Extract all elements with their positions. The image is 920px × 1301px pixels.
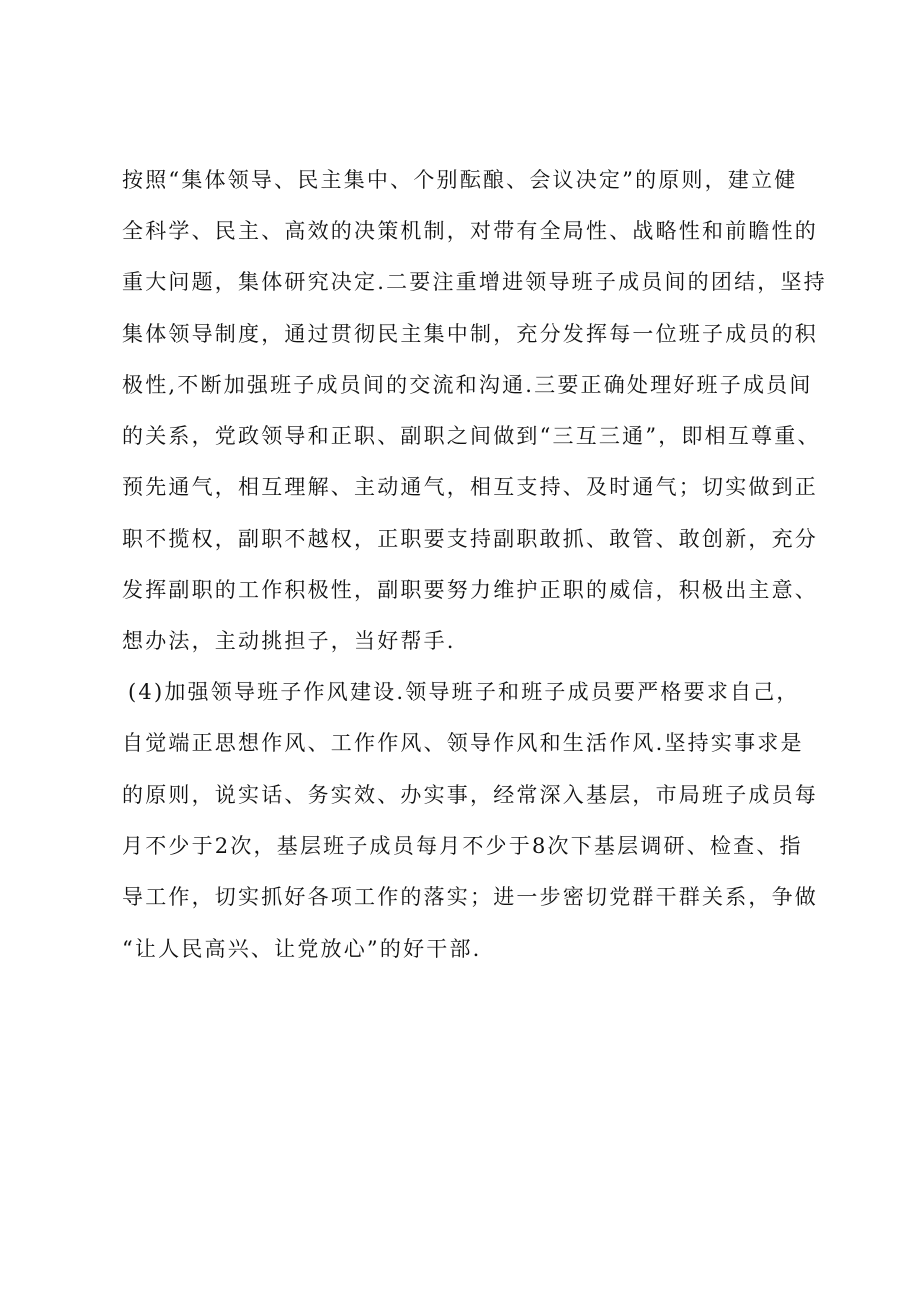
- section-heading: (4)加强领导班子作风建设.领导班子和班子成员要严格要求自己，: [128, 680, 800, 704]
- text-line: 发挥副职的工作积极性，副职要努力维护正职的威信，积极出主意、: [122, 578, 818, 602]
- text-line: 集体领导制度，通过贯彻民主集中制，充分发挥每一位班子成员的积: [122, 322, 818, 346]
- text-line: 按照“集体领导、民主集中、个别酝酿、会议决定”的原则，建立健: [122, 168, 798, 192]
- text-line: 想办法，主动挑担子，当好帮手.: [122, 629, 456, 653]
- text-line: “让人民高兴、让党放心”的好干部.: [122, 937, 482, 961]
- text-line: 的关系，党政领导和正职、副职之间做到“三互三通”，即相互尊重、: [122, 424, 821, 448]
- text-line: 职不揽权，副职不越权，正职要支持副职敢抓、敢管、敢创新，充分: [122, 527, 818, 551]
- text-line: 极性,不断加强班子成员间的交流和沟通.三要正确处理好班子成员间: [122, 373, 813, 397]
- text-line: 重大问题，集体研究决定.二要注重增进领导班子成员间的团结，坚持: [122, 270, 827, 294]
- text-line: 预先通气，相互理解、主动通气，相互支持、及时通气；切实做到正: [122, 475, 818, 499]
- text-line: 的原则，说实话、务实效、办实事，经常深入基层，市局班子成员每: [122, 783, 818, 807]
- text-line: 自觉端正思想作风、工作作风、领导作风和生活作风.坚持实事求是: [122, 731, 804, 755]
- text-line: 月不少于2次，基层班子成员每月不少于8次下基层调研、检查、指: [122, 834, 803, 858]
- text-line: 全科学、民主、高效的决策机制，对带有全局性、战略性和前瞻性的: [122, 219, 818, 243]
- text-line: 导工作，切实抓好各项工作的落实；进一步密切党群干群关系，争做: [122, 885, 818, 909]
